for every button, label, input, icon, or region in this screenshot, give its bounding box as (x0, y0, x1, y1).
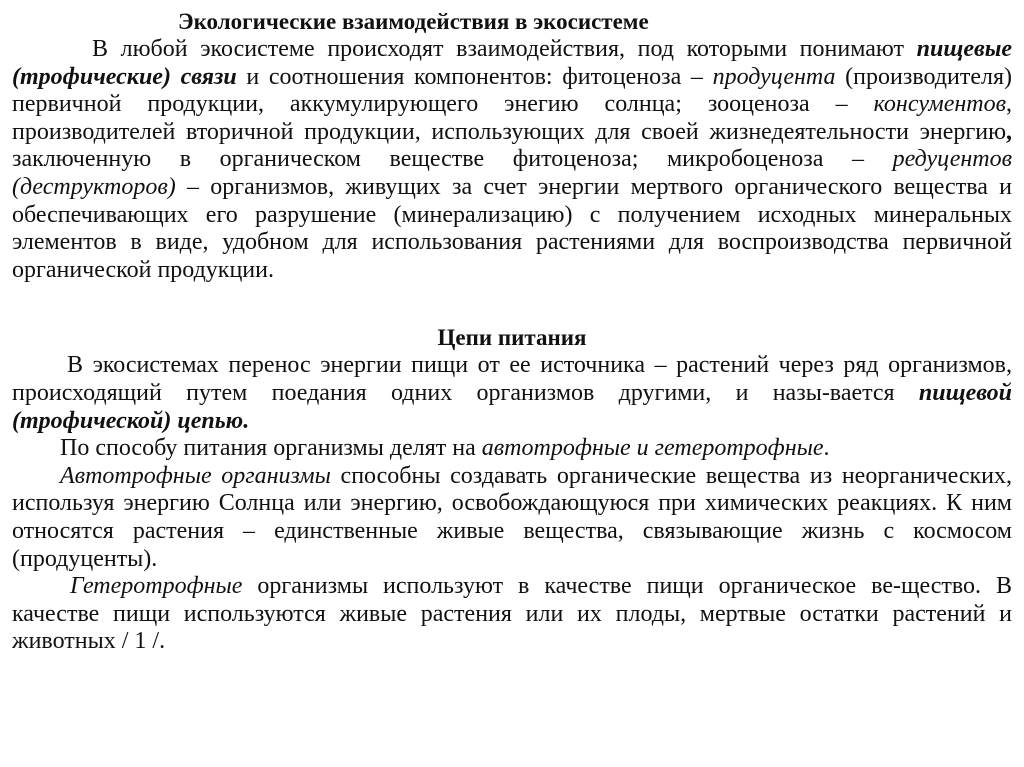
term-food-chain: пищевой (трофической) цепью. (12, 379, 1012, 434)
text: и соотношения компонентов: фитоценоза – (236, 63, 713, 90)
term-autotrophs: Автотрофные организмы (60, 462, 331, 489)
paragraph-nutrition-types (12, 435, 1012, 463)
term-producers: продуцента (712, 63, 836, 90)
term-heterotrophs: Гетеротрофные (70, 573, 243, 600)
text: . (823, 435, 830, 462)
section-spacer (12, 284, 1012, 324)
term-auto-hetero: автотрофные и гетеротрофные (481, 435, 824, 462)
text: организмы используют в качестве пищи органическое ве-щество. В качестве пищи используются живые растения или их плоды, мертвые остатки растений и животных / 1 /. (12, 573, 1012, 655)
text: заключенную в органическом веществе фитоценоза; микробоценоза – (12, 146, 893, 173)
text: (производителя) первичной продукции, аккумулирующего энегию солнца; зооценоза – (12, 63, 1013, 118)
term-consumers: консументов (873, 91, 1006, 118)
text: способны создавать органические вещества из неорганических, используя энергию Солнца или энергию, освобождающуюся при химических реакциях. К ним относятся растения – единственные живые вещества, связывающие жизнь с космосом (продуценты). (12, 462, 1012, 572)
paragraph-autotrophs (12, 463, 1012, 573)
text: По способу питания организмы делят на (60, 435, 482, 462)
text: В любой экосистеме происходят взаимодействия, под которыми понимают (92, 36, 917, 62)
bold-comma: , (1006, 118, 1012, 145)
paragraph-food-chain (12, 352, 1012, 435)
text: – организмов, живущих за счет энергии мертвого органического вещества и обеспечивающих его разрушение (минерализацию) с получением исходных минеральных элементов в виде, удобном для использования растениями для воспроизводства первичной органической продукции. (12, 173, 1012, 283)
paragraph-heterotrophs (12, 573, 1012, 656)
term-trophic-links: пищевые (трофические) связи (12, 36, 1012, 90)
paragraph-interactions (12, 36, 1012, 284)
section-title-ecological-interactions: Экологические взаимодействия в экосистеме (178, 9, 649, 34)
text: , производителей вторичной продукции, использующих для своей жизнедеятельности энергию (12, 91, 1012, 145)
section-title-food-chains: Цепи питания (437, 325, 587, 351)
text: В экосистемах перенос энергии пищи от ее источника – растений через ряд организмов, происходящий путем поедания одних организмов другими, и назы-вается (12, 352, 1012, 406)
term-reducers: редуцентов (деструкторов) (12, 146, 1012, 200)
